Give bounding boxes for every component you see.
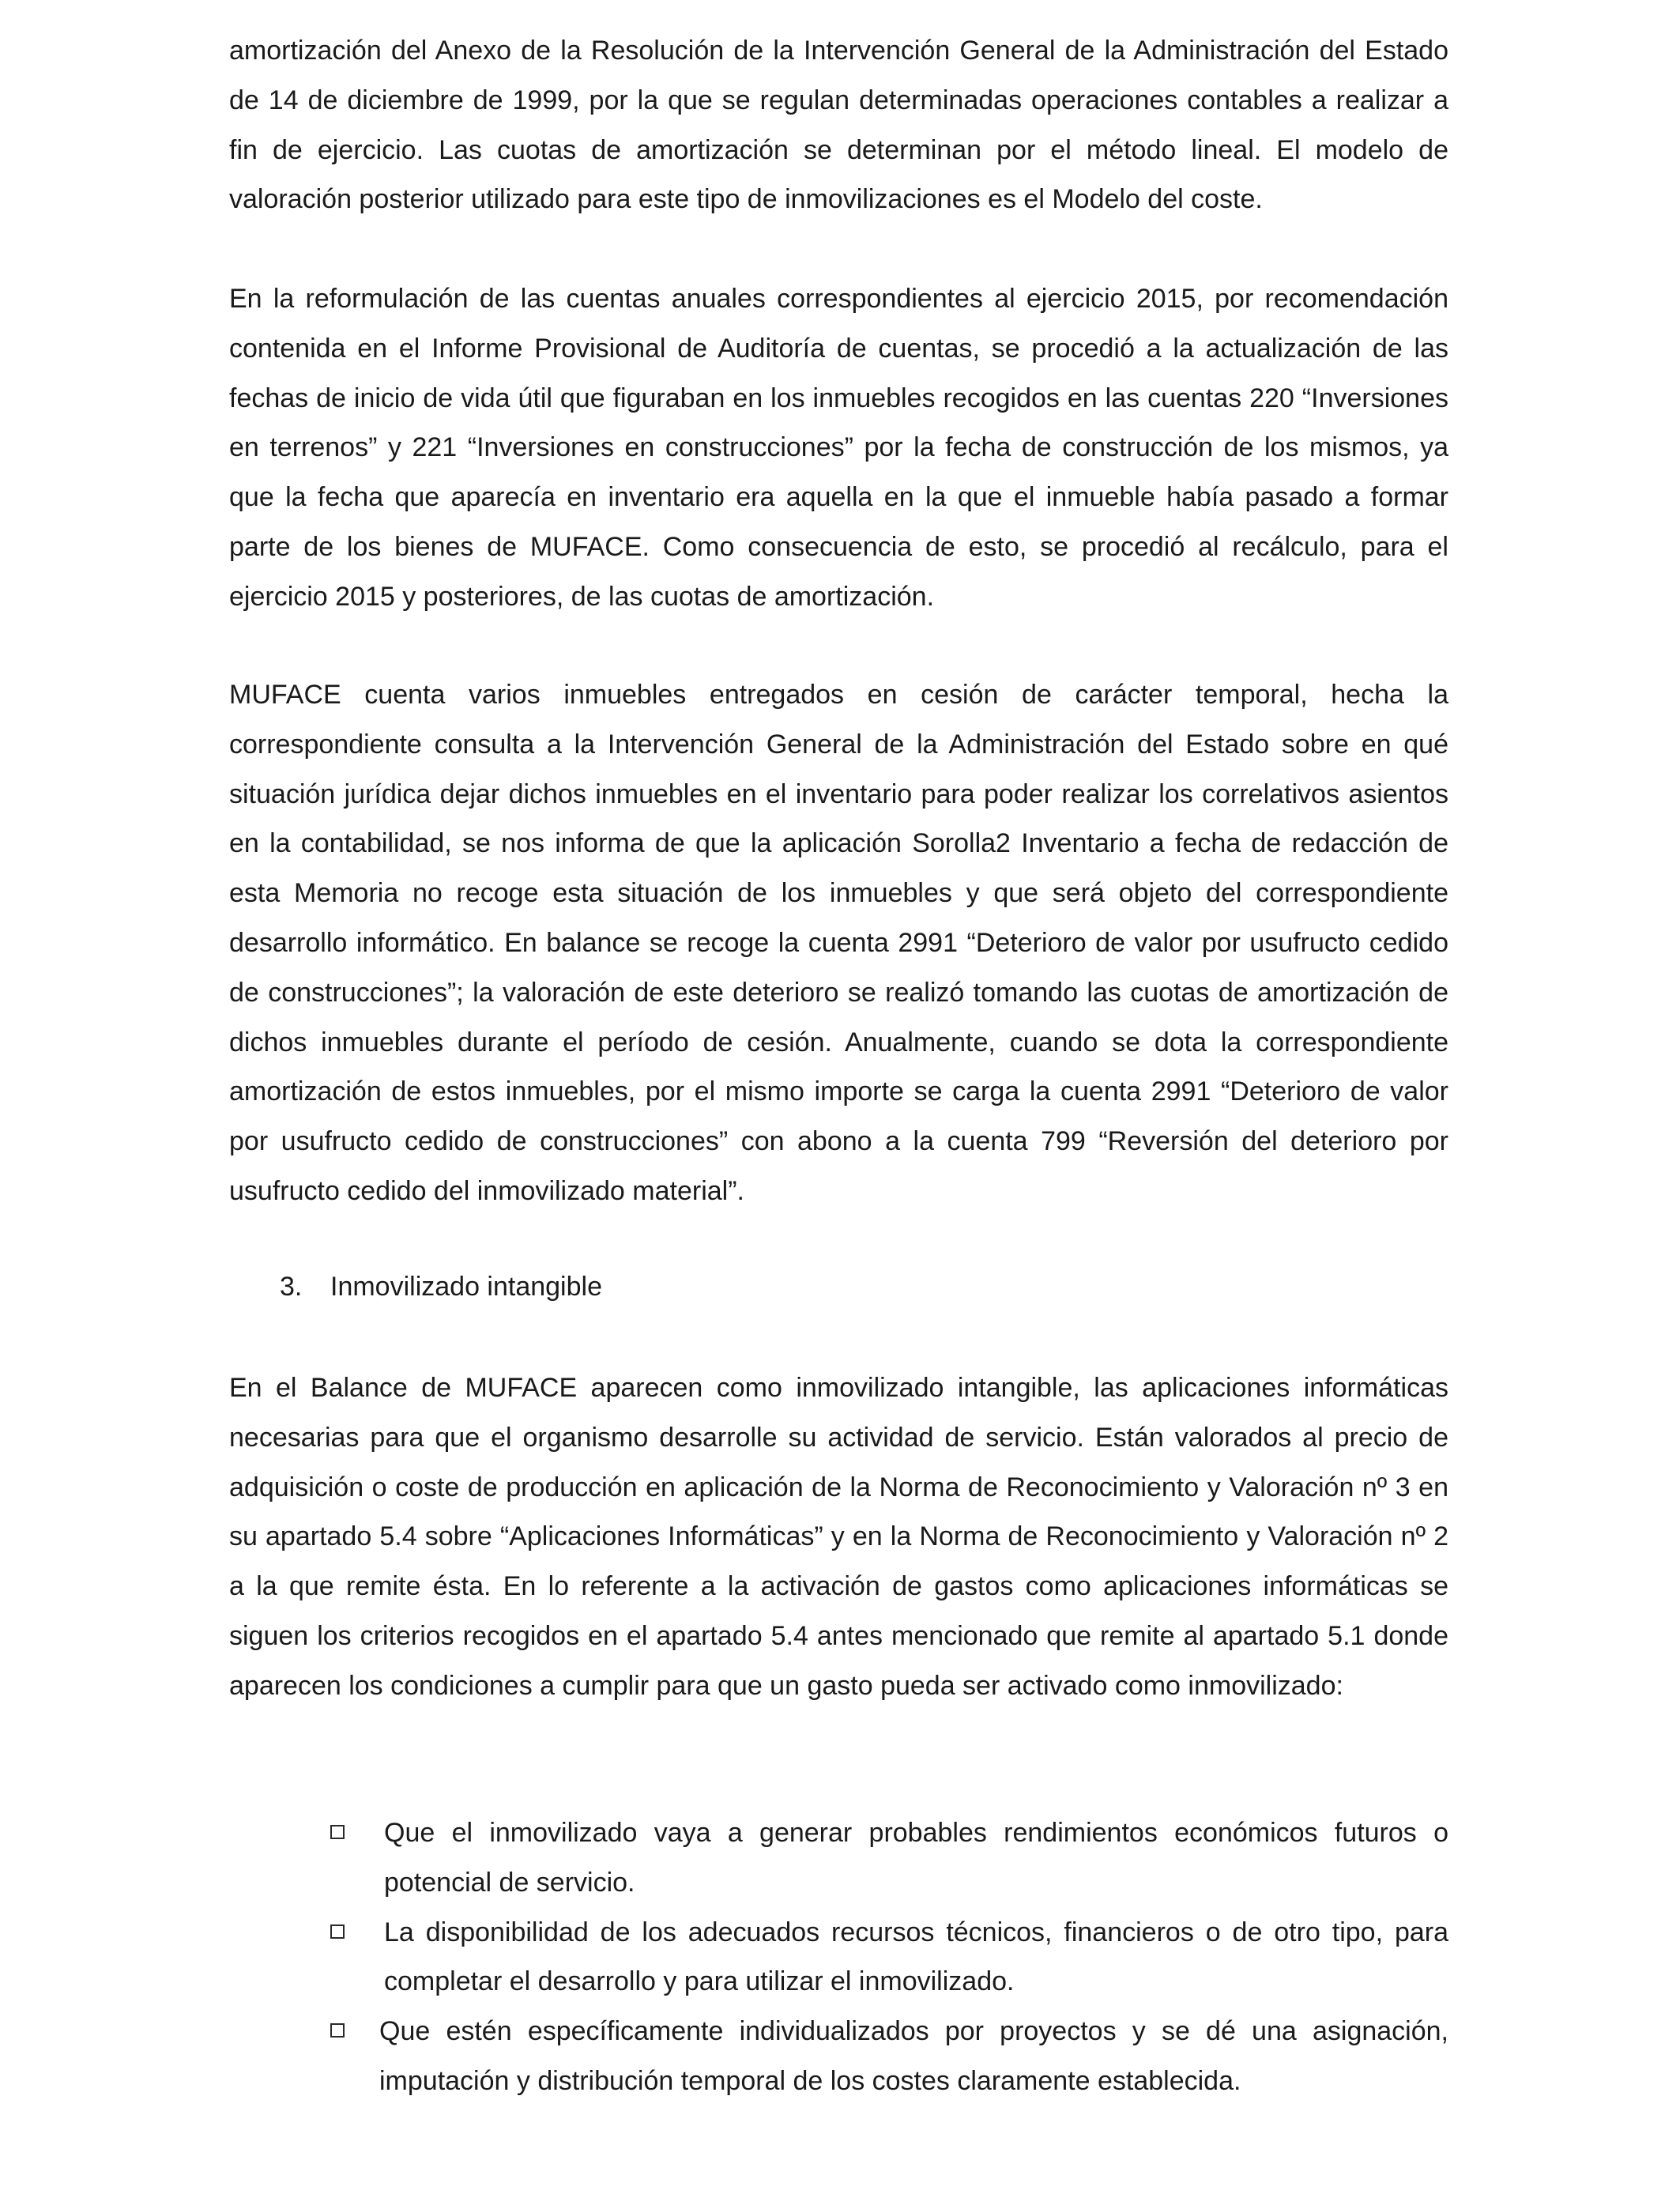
section-number: 3. — [280, 1272, 303, 1302]
paragraph-reformulation-2015: En la reformulación de las cuentas anuales correspondientes al ejercicio 2015, por recomendación contenida en el Informe Provisional de Auditoría de cuentas, se procedió a la actualización de las fechas de inicio de vida útil que figuraban en los inmuebles recogidos en las cuentas 220 “Inversiones en terrenos” y 221 “Inversiones en construcciones” por la fecha de construcción de los mismos, ya que la fecha que aparecía en inventario era aquella en la que el inmueble había pasado a formar parte de los bienes de MUFACE. Como consecuencia de esto, se procedió al recálculo, para el ejercicio 2015 y posteriores, de las cuotas de amortización. — [229, 284, 1448, 612]
conditions-list — [327, 1808, 1448, 2106]
paragraph-intangible-assets: En el Balance de MUFACE aparecen como inmovilizado intangible, las aplicaciones informáticas necesarias para que el organismo desarrolle su actividad de servicio. Están valorados al precio de adquisición o coste de producción en aplicación de la Norma de Reconocimiento y Valoración nº 3 en su apartado 5.4 sobre “Aplicaciones Informáticas” y en la Norma de Reconocimiento y Valoración nº 2 a la que remite ésta. En lo referente a la activación de gastos como aplicaciones informáticas se siguen los criterios recogidos en el apartado 5.4 antes mencionado que remite al apartado 5.1 donde aparecen los condiciones a cumplir para que un gasto pueda ser activado como inmovilizado: — [229, 1373, 1448, 1701]
paragraph-amortization-method: amortización del Anexo de la Resolución de la Intervención General de la Administración del Estado de 14 de diciembre de 1999, por la que se regulan determinadas operaciones contables a realizar a fin de ejercicio. Las cuotas de amortización se determinan por el método lineal. El modelo de valoración posterior utilizado para este tipo de inmovilizaciones es el Modelo del coste. — [229, 36, 1448, 215]
list-item — [327, 1808, 1448, 1908]
section-heading — [280, 1262, 602, 1312]
section-title: Inmovilizado intangible — [330, 1272, 602, 1302]
list-item-text: La disponibilidad de los adecuados recursos técnicos, financieros o de otro tipo, para completar el desarrollo y para utilizar el inmovilizado. — [384, 1917, 1448, 1997]
list-item — [327, 2007, 1448, 2106]
checkbox-bullet-icon — [330, 1924, 345, 1939]
list-item-text: Que estén específicamente individualizados por proyectos y se dé una asignación, imputación y distribución temporal de los costes claramente establecida. — [379, 2016, 1448, 2096]
checkbox-bullet-icon — [330, 2023, 345, 2038]
paragraph-temporary-cession: MUFACE cuenta varios inmuebles entregados en cesión de carácter temporal, hecha la correspondiente consulta a la Intervención General de la Administración del Estado sobre en qué situación jurídica dejar dichos inmuebles en el inventario para poder realizar los correlativos asientos en la contabilidad, se nos informa de que la aplicación Sorolla2 Inventario a fecha de redacción de esta Memoria no recoge esta situación de los inmuebles y que será objeto del correspondiente desarrollo informático. En balance se recoge la cuenta 2991 “Deterioro de valor por usufructo cedido de construcciones”; la valoración de este deterioro se realizó tomando las cuotas de amortización de dichos inmuebles durante el período de cesión. Anualmente, cuando se dota la correspondiente amortización de estos inmuebles, por el mismo importe se carga la cuenta 2991 “Deterioro de valor por usufructo cedido de construcciones” con abono a la cuenta 799 “Reversión del deterioro por usufructo cedido del inmovilizado material”. — [229, 680, 1448, 1206]
list-item-text: Que el inmovilizado vaya a generar probables rendimientos económicos futuros o potencial de servicio. — [384, 1818, 1448, 1898]
list-item — [327, 1908, 1448, 2007]
checkbox-bullet-icon — [330, 1825, 345, 1839]
